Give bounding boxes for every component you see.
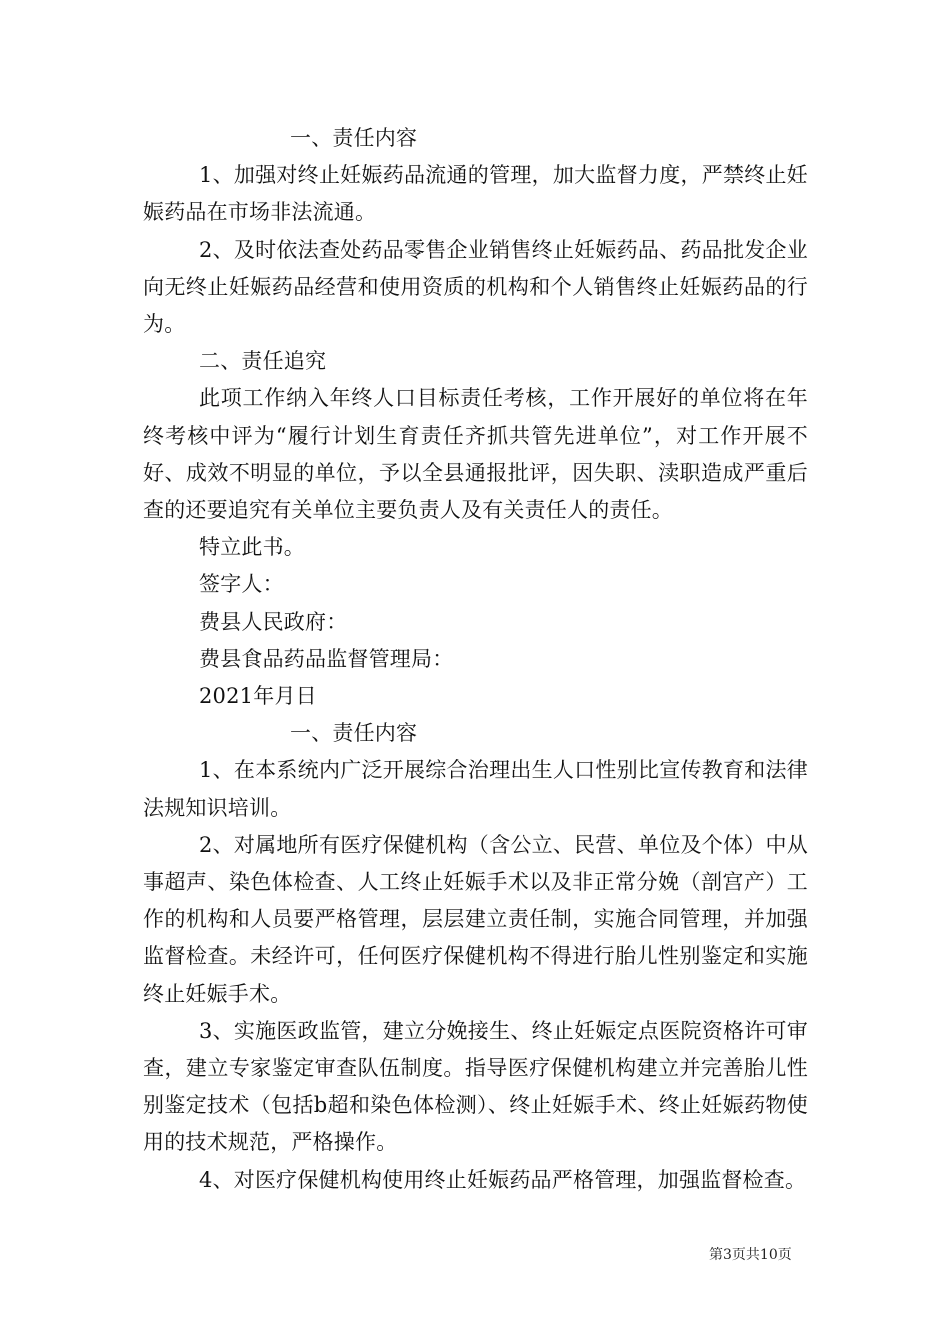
page-number-footer: 第3页共10页	[709, 1247, 792, 1263]
signatory-party-fda: 费县食品药品监督管理局：	[199, 646, 454, 671]
paragraph-item-1: 1、加强对终止妊娠药品流通的管理，加大监督力度，严禁终止妊娠药品在市场非法流通。	[143, 163, 808, 225]
section-b-item-2: 2、对属地所有医疗保健机构（含公立、民营、单位及个体）中从事超声、染色体检查、人工终止妊娠手术以及非正常分娩（剖宫产）工作的机构和人员要严格管理，层层建立责任制，实施合同管理，并加强监督检查。未经许可，任何医疗保健机构不得进行胎儿性别鉴定和实施终止妊娠手术。	[143, 832, 808, 1006]
section-b-item-3: 3、实施医政监管，建立分娩接生、终止妊娠定点医院资格许可审查，建立专家鉴定审查队伍制度。指导医疗保健机构建立并完善胎儿性别鉴定技术（包括b超和染色体检测）、终止妊娠手术、终止妊娠药物使用的技术规范，严格操作。	[143, 1018, 808, 1155]
document-body	[143, 120, 808, 1199]
closing-statement: 特立此书。	[199, 535, 305, 560]
section-heading-accountability: 二、责任追究	[199, 349, 327, 374]
section-heading-responsibility: 一、责任内容	[290, 126, 418, 150]
section-b-heading: 一、责任内容	[290, 721, 418, 746]
signature-date: 2021年月日	[199, 684, 317, 709]
paragraph-item-2: 2、及时依法查处药品零售企业销售终止妊娠药品、药品批发企业向无终止妊娠药品经营和使用资质的机构和个人销售终止妊娠药品的行为。	[143, 237, 808, 337]
section-b-item-1: 1、在本系统内广泛开展综合治理出生人口性别比宣传教育和法律法规知识培训。	[143, 758, 808, 820]
signatory-party-government: 费县人民政府：	[199, 609, 348, 634]
signatory-label: 签字人：	[199, 572, 284, 597]
paragraph-accountability: 此项工作纳入年终人口目标责任考核，工作开展好的单位将在年终考核中评为“履行计划生育责任齐抓共管先进单位”，对工作开展不好、成效不明显的单位，予以全县通报批评，因失职、渎职造成严重后查的还要追究有关单位主要负责人及有关责任人的责任。	[143, 386, 808, 523]
section-b-item-4: 4、对医疗保健机构使用终止妊娠药品严格管理，加强监督检查。	[199, 1167, 807, 1192]
